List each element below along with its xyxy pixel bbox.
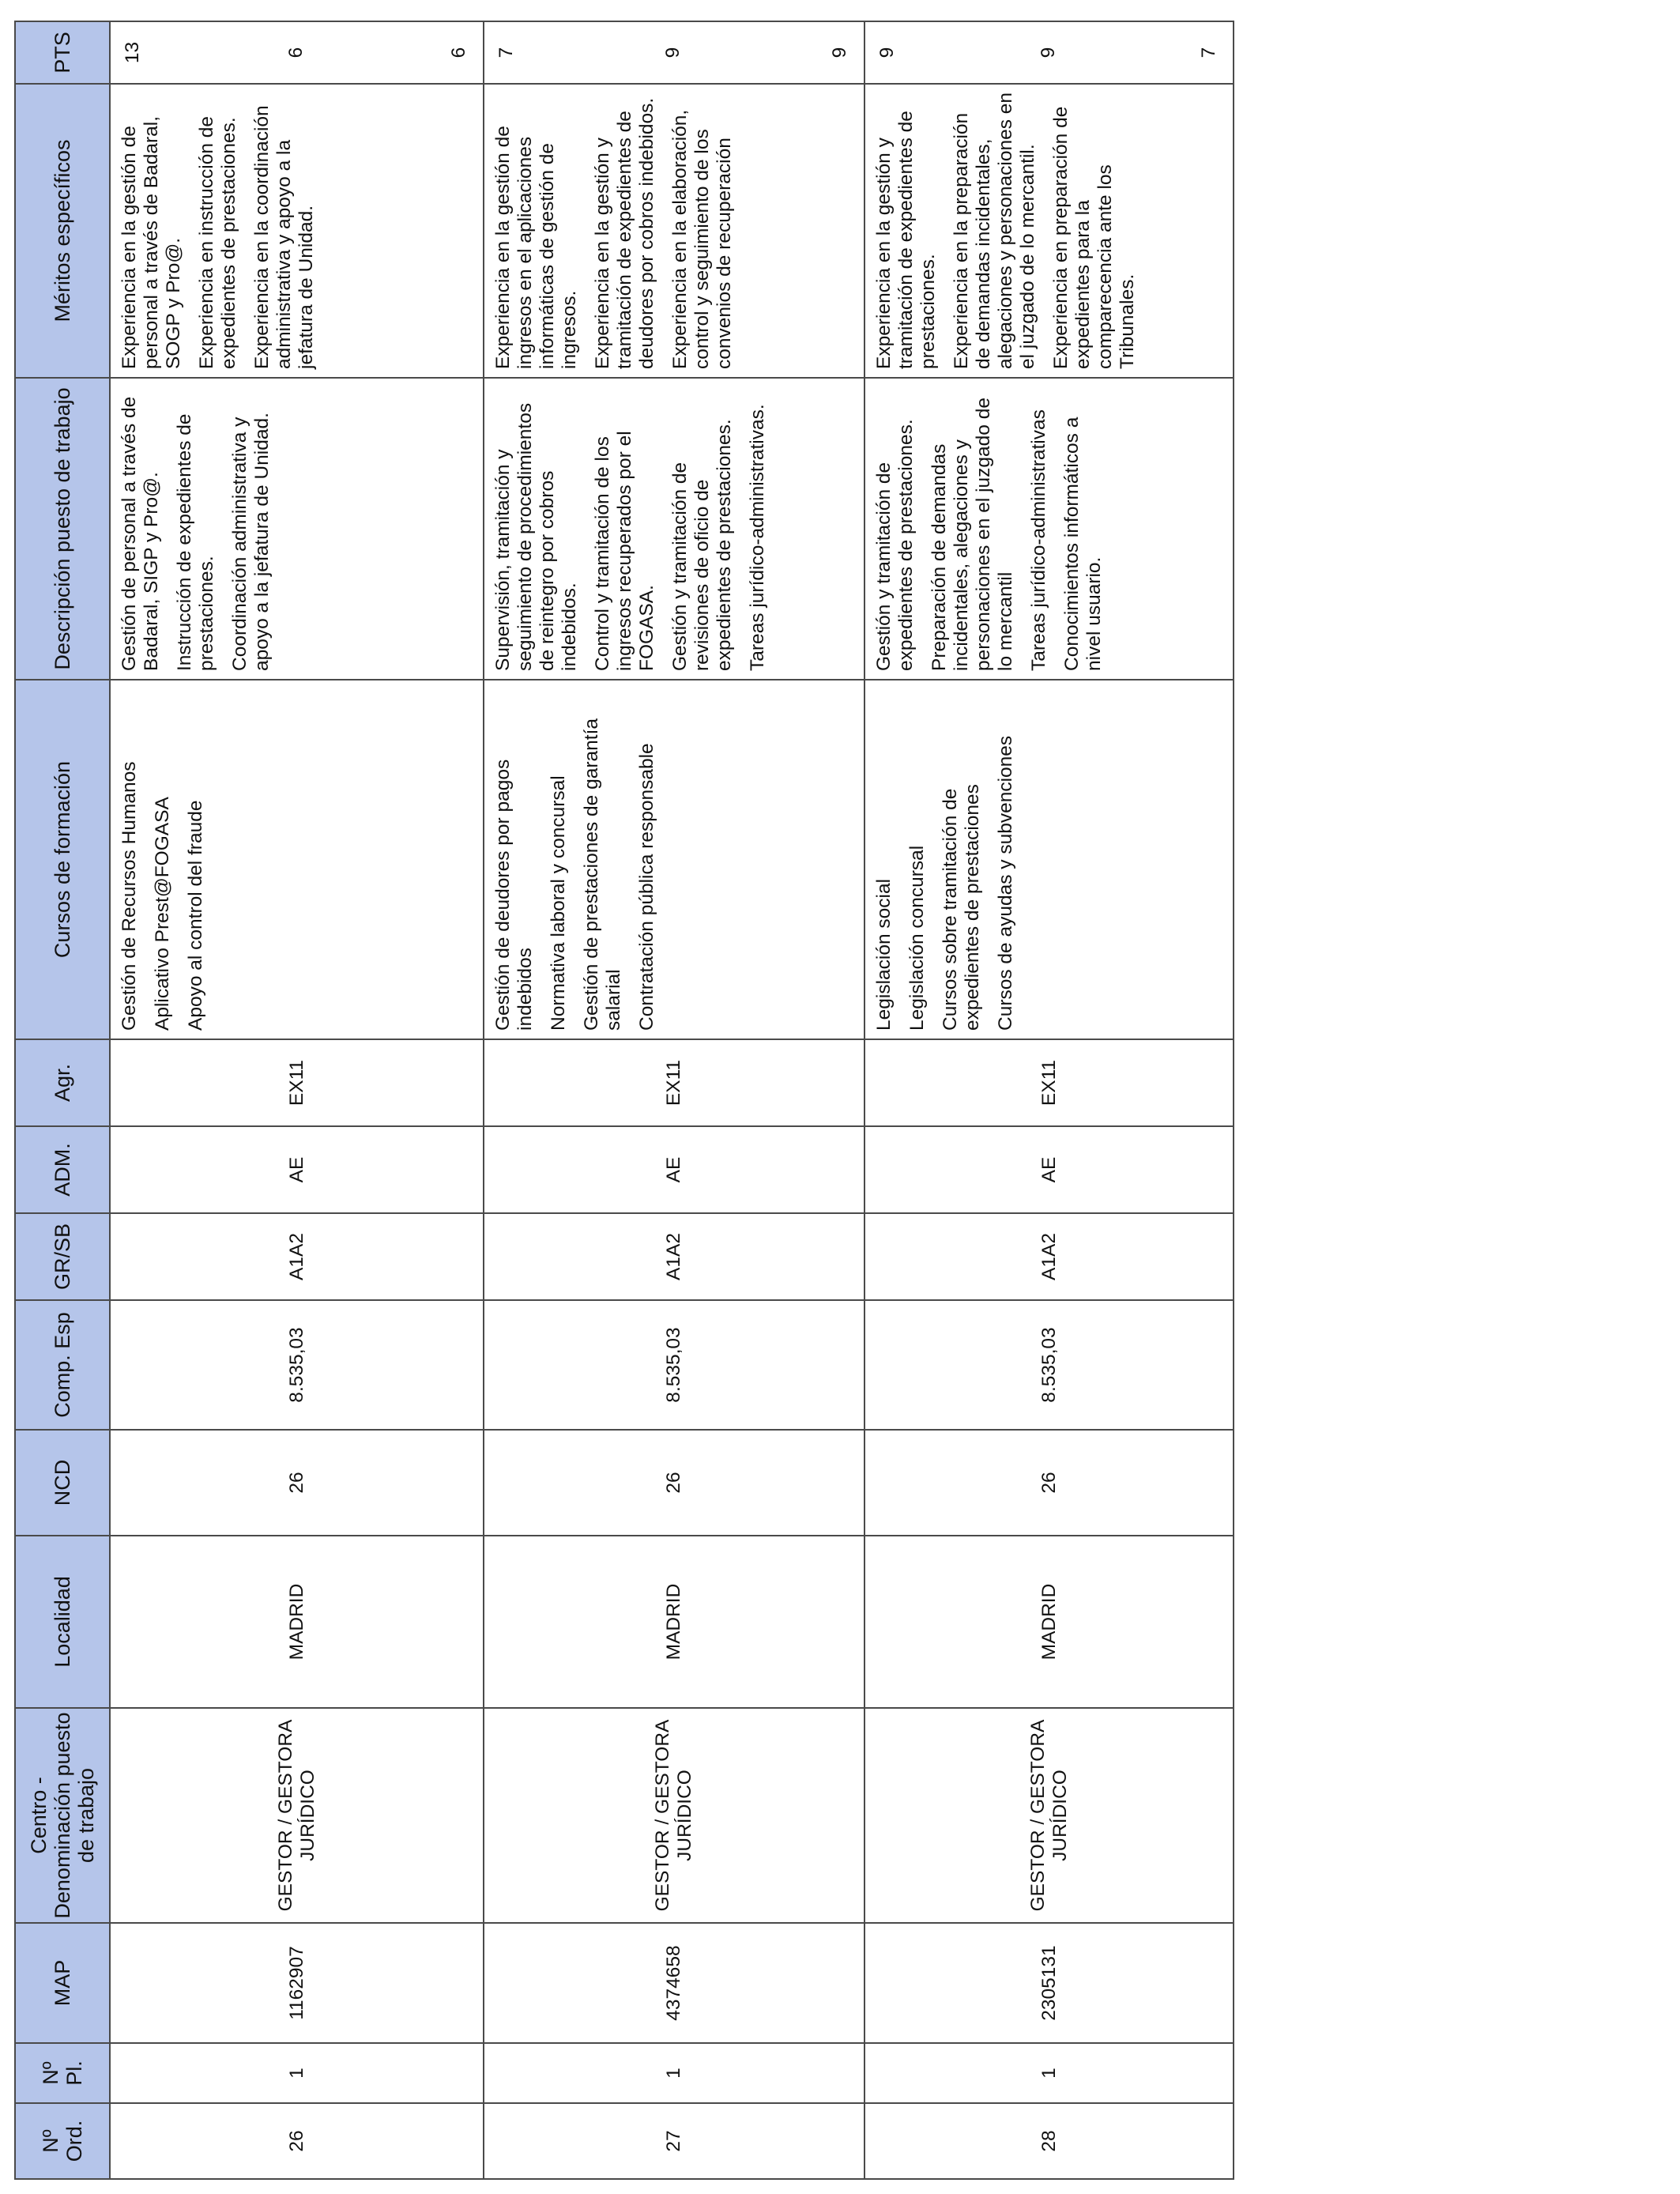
descripcion-item: Instrucción de expedientes de prestaciones. [174, 413, 217, 671]
header-descripcion: Descripción puesto de trabajo [15, 378, 110, 680]
curso-item: Aplicativo Prest@FOGASA [152, 797, 173, 1031]
header-pts: PTS [15, 21, 110, 84]
map-cell: 2305131 [864, 1923, 1234, 2043]
pts-value: 9 [876, 47, 898, 58]
descripcion-item: Gestión y tramitación de expedientes de prestaciones. [873, 419, 917, 671]
pts-value: 6 [284, 47, 307, 58]
denominacion-cell: GESTOR / GESTORA JURÍDICO [110, 1708, 484, 1923]
pts-value: 9 [829, 47, 850, 58]
descripcion-item: Gestión y tramitación de revisiones de oficio de expedientes de prestaciones. [669, 419, 735, 671]
localidad-cell: MADRID [484, 1536, 864, 1708]
merito-item: Experiencia en la elaboración, control y seguimiento de los convenios de recuperación [669, 109, 735, 369]
descripcion-cell [484, 378, 864, 680]
map-cell: 1162907 [110, 1923, 484, 2043]
curso-item: Gestión de prestaciones de garantía salarial [581, 718, 624, 1031]
denominacion-cell: GESTOR / GESTORA JURÍDICO [484, 1708, 864, 1923]
ord-cell: 26 [110, 2103, 484, 2179]
pl-cell: 1 [484, 2043, 864, 2103]
header-localidad: Localidad [15, 1536, 110, 1708]
pts-value: 6 [448, 47, 469, 58]
curso-item: Gestión de Recursos Humanos [119, 761, 140, 1031]
descripcion-item: Preparación de demandas incidentales, alegaciones y personaciones en el juzgado de lo mercantil [929, 398, 1016, 671]
adm-cell: AE [110, 1126, 484, 1213]
merito-item: Experiencia en la gestión y tramitación de expedientes de deudores por cobros indebidos. [592, 97, 657, 369]
pts-value: 9 [662, 47, 684, 58]
adm-cell: AE [864, 1126, 1234, 1213]
localidad-cell: MADRID [864, 1536, 1234, 1708]
cursos-cell [864, 680, 1234, 1039]
ord-cell: 28 [864, 2103, 1234, 2179]
ord-cell: 27 [484, 2103, 864, 2179]
merito-item: Experiencia en preparación de expedientes para la comparecencia ante los Tribunales. [1050, 106, 1138, 369]
pl-cell: 1 [110, 2043, 484, 2103]
descripcion-cell [864, 378, 1234, 680]
gr-sb-cell: A1A2 [864, 1213, 1234, 1300]
table-row [484, 21, 864, 2179]
cursos-cell [484, 680, 864, 1039]
ncd-cell: 26 [864, 1430, 1234, 1536]
gr-sb-cell: A1A2 [110, 1213, 484, 1300]
header-adm: ADM. [15, 1126, 110, 1213]
pts-cell [864, 21, 1234, 84]
header-agr: Agr. [15, 1039, 110, 1126]
curso-item: Gestión de deudores por pagos indebidos [492, 759, 536, 1031]
merito-item: Experiencia en la gestión de ingresos en el aplicaciones informáticas de gestión de ingresos. [492, 126, 580, 369]
table-row [864, 21, 1234, 2179]
curso-item: Cursos sobre tramitación de expedientes de prestaciones [940, 784, 983, 1031]
meritos-cell [484, 84, 864, 378]
cursos-cell [110, 680, 484, 1039]
curso-item: Contratación pública responsable [636, 743, 657, 1031]
header-meritos: Méritos específicos [15, 84, 110, 378]
comp-esp-cell: 8.535,03 [484, 1300, 864, 1430]
descripcion-item: Supervisión, tramitación y seguimiento de procedimientos de reintegro por cobros indebidos. [492, 402, 580, 671]
denominacion-cell: GESTOR / GESTORA JURÍDICO [864, 1708, 1234, 1923]
header-row [15, 21, 110, 2179]
curso-item: Cursos de ayudas y subvenciones [995, 735, 1016, 1031]
comp-esp-cell: 8.535,03 [110, 1300, 484, 1430]
descripcion-item: Conocimientos informáticos a nivel usuario. [1061, 417, 1105, 671]
meritos-cell [864, 84, 1234, 378]
descripcion-item: Gestión de personal a través de Badaral, SIGP y Pro@. [119, 396, 162, 671]
descripcion-cell [110, 378, 484, 680]
pts-cell [110, 21, 484, 84]
pts-value: 7 [1198, 47, 1219, 58]
pts-cell [484, 21, 864, 84]
pl-cell: 1 [864, 2043, 1234, 2103]
curso-item: Apoyo al control del fraude [185, 800, 206, 1031]
header-ncd: NCD [15, 1430, 110, 1536]
ncd-cell: 26 [110, 1430, 484, 1536]
comp-esp-cell: 8.535,03 [864, 1300, 1234, 1430]
agr-cell: EX11 [110, 1039, 484, 1126]
pts-value: 9 [1037, 47, 1059, 58]
gr-sb-cell: A1A2 [484, 1213, 864, 1300]
merito-item: Experiencia en instrucción de expedientes de prestaciones. [196, 115, 239, 369]
merito-item: Experiencia en la coordinación administrativa y apoyo a la jefatura de Unidad. [251, 105, 317, 369]
curso-item: Legislación social [873, 878, 895, 1031]
header-gr-sb: GR/SB [15, 1213, 110, 1300]
job-positions-table [14, 21, 1234, 2180]
header-ord: Nº Ord. [15, 2103, 110, 2179]
ncd-cell: 26 [484, 1430, 864, 1536]
agr-cell: EX11 [864, 1039, 1234, 1126]
localidad-cell: MADRID [110, 1536, 484, 1708]
pts-value: 7 [495, 47, 517, 58]
merito-item: Experiencia en la gestión de personal a través de Badaral, SOGP y Pro@. [119, 115, 184, 369]
agr-cell: EX11 [484, 1039, 864, 1126]
merito-item: Experiencia en la preparación de demandas incidentales, alegaciones y personaciones en el juzgado de lo mercantil. [951, 92, 1038, 369]
header-cursos: Cursos de formación [15, 680, 110, 1039]
merito-item: Experiencia en la gestión y tramitación de expedientes de prestaciones. [873, 111, 939, 369]
curso-item: Legislación concursal [906, 845, 928, 1031]
descripcion-item: Tareas jurídico-administrativas [1028, 409, 1049, 671]
descripcion-item: Coordinación administrativa y apoyo a la jefatura de Unidad. [229, 413, 273, 671]
table-row [110, 21, 484, 2179]
header-comp-esp: Comp. Esp [15, 1300, 110, 1430]
map-cell: 4374658 [484, 1923, 864, 2043]
curso-item: Normativa laboral y concursal [548, 775, 569, 1031]
descripcion-item: Tareas jurídico-administrativas. [747, 404, 768, 671]
meritos-cell [110, 84, 484, 378]
descripcion-item: Control y tramitación de los ingresos recuperados por el FOGASA. [592, 431, 657, 671]
pts-value: 13 [122, 41, 143, 64]
header-map: MAP [15, 1923, 110, 2043]
header-centro: Centro - Denominación puesto de trabajo [15, 1708, 110, 1923]
header-pl: Nº Pl. [15, 2043, 110, 2103]
rotated-table-wrapper [14, 22, 1219, 2180]
adm-cell: AE [484, 1126, 864, 1213]
